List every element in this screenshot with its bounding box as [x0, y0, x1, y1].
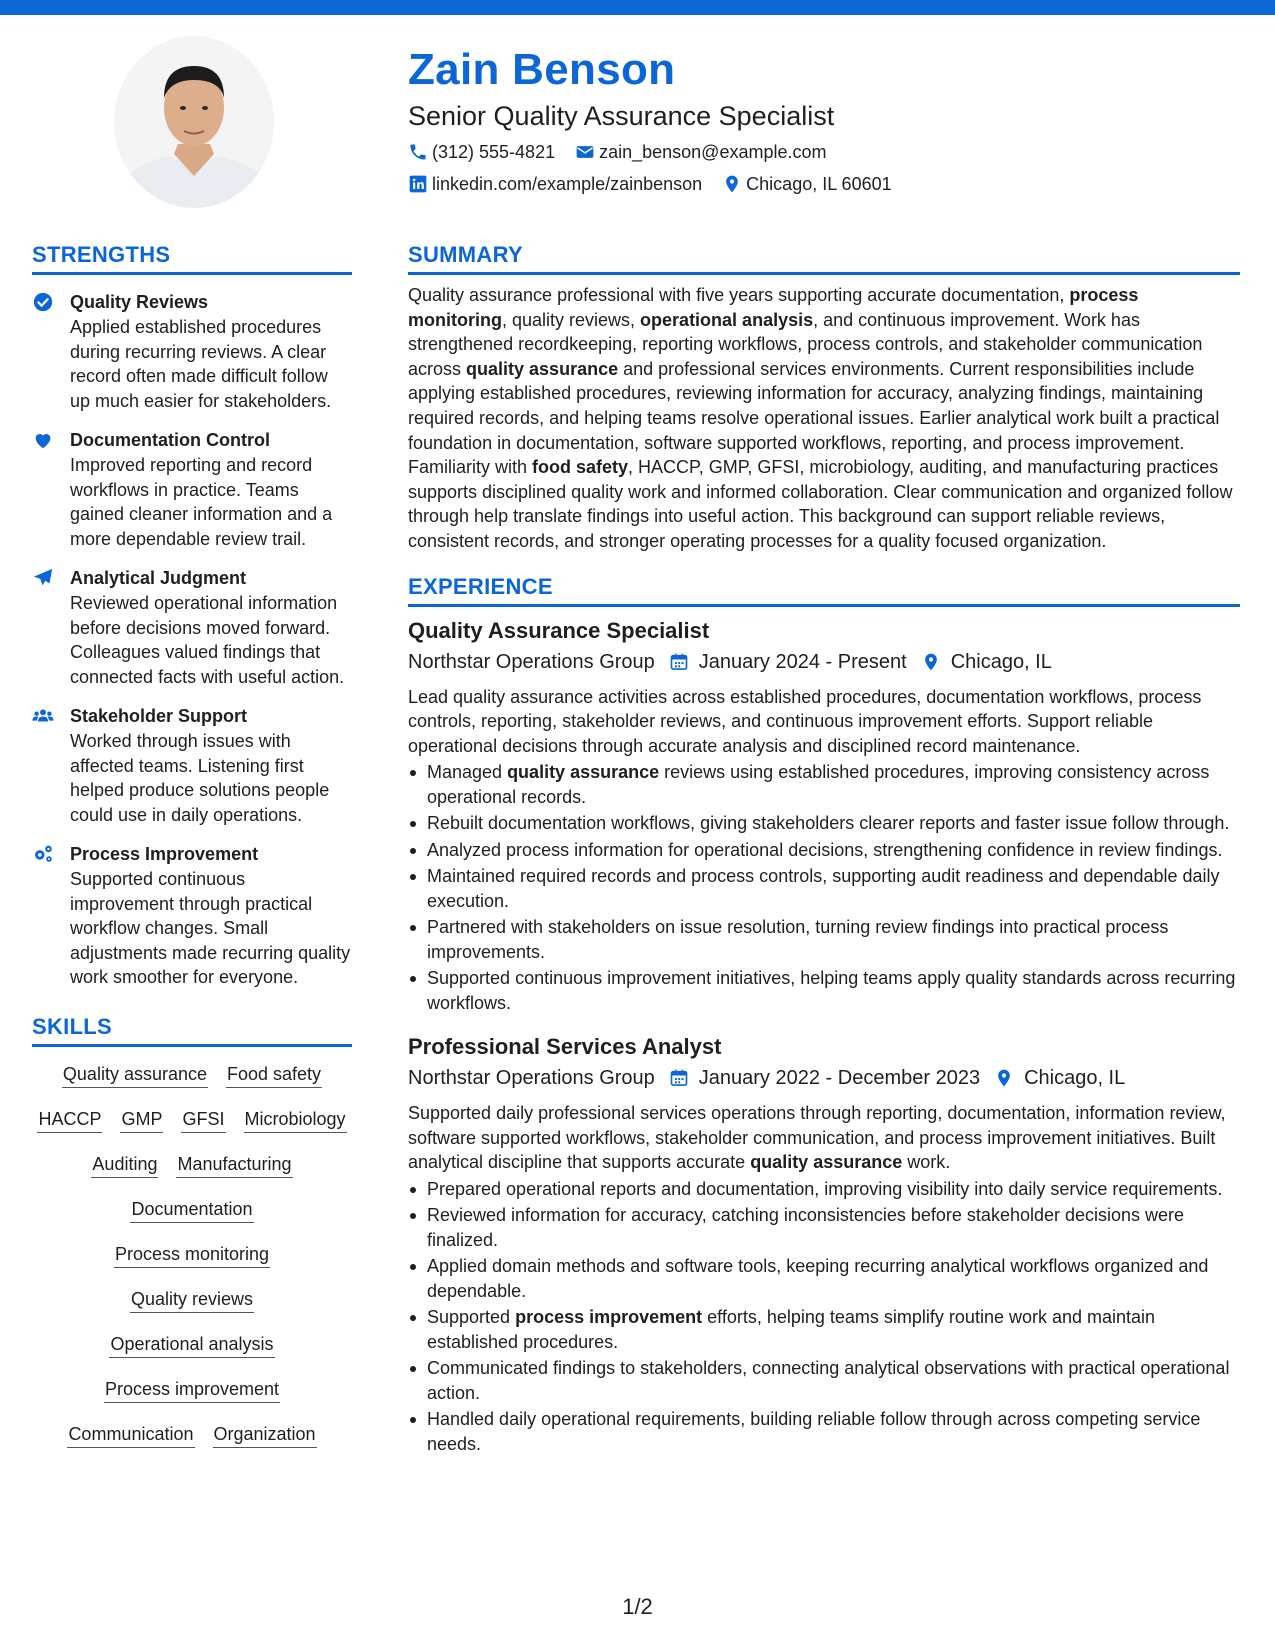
- job-location: [994, 1063, 1125, 1093]
- bullet-item: [408, 1356, 1240, 1405]
- skill-tag: Food safety: [226, 1061, 322, 1088]
- skill-row: [32, 1061, 352, 1106]
- map-pin-icon: [994, 1068, 1014, 1088]
- strength-item: [32, 841, 352, 990]
- skill-row: [32, 1196, 352, 1241]
- bullet-item: [408, 1305, 1240, 1354]
- bullet-item: [408, 1203, 1240, 1252]
- bullet-item: [408, 1177, 1240, 1202]
- left-column: [32, 238, 352, 1466]
- job-bullets: [408, 760, 1240, 1015]
- skill-tag: Operational analysis: [109, 1331, 274, 1358]
- bold-keyword: quality assurance: [466, 358, 619, 379]
- experience-list: [408, 615, 1240, 1457]
- skill-tag: Quality assurance: [62, 1061, 208, 1088]
- phone-text: (312) 555-4821: [432, 142, 556, 162]
- top-accent-bar: [0, 0, 1275, 15]
- text-run: Applied domain methods and software tools, keeping recurring analytical workflows organized and dependable.: [427, 1256, 1209, 1301]
- text-run: Communicated findings to stakeholders, connecting analytical observations with practical operational action.: [427, 1358, 1230, 1403]
- contact-linkedin[interactable]: [408, 172, 702, 196]
- bullet-item: [408, 1407, 1240, 1456]
- strength-desc: Supported continuous improvement through practical workflow changes. Small adjustments made recurring quality work smoother for everyone.: [70, 869, 351, 987]
- job-entry: [408, 615, 1240, 1016]
- skill-tag: GMP: [120, 1106, 163, 1133]
- strength-item: [32, 289, 352, 413]
- bullet-item: [408, 915, 1240, 964]
- job-description: [408, 1101, 1240, 1175]
- contact-row-2: [408, 172, 1238, 196]
- job-location-text: Chicago, IL: [1024, 1067, 1126, 1090]
- bullet-item: [408, 864, 1240, 913]
- job-dates-text: January 2024 - Present: [698, 650, 907, 673]
- phone-icon: [408, 142, 428, 162]
- text-run: Prepared operational reports and documentation, improving visibility into daily service requirements.: [427, 1178, 1223, 1199]
- text-run: Partnered with stakeholders on issue resolution, turning review findings into practical process improvements.: [427, 917, 1169, 962]
- text-run: Supported daily professional services operations through reporting, documentation, information review, software supported workflows, stakeholder communication, and process improvement initiatives. Built analytical discipline that supports accurate: [408, 1103, 1226, 1173]
- candidate-title: Senior Quality Assurance Specialist: [408, 101, 835, 131]
- skills-heading: SKILLS: [32, 1010, 352, 1047]
- paper-plane-icon: [32, 567, 54, 589]
- skill-tag: Organization: [213, 1421, 317, 1448]
- bullet-item: [408, 811, 1240, 836]
- bold-keyword: quality assurance: [507, 762, 660, 783]
- text-run: reviews using established procedures, improving consistency across operational records.: [427, 762, 1210, 807]
- contact-location: [722, 172, 891, 196]
- job-location-text: Chicago, IL: [950, 650, 1052, 673]
- strength-desc: Improved reporting and record workflows in practice. Teams gained cleaner information and a more dependable review trail.: [70, 455, 333, 549]
- heart-icon: [32, 429, 54, 451]
- text-run: Analyzed process information for operational decisions, strengthening confidence in review findings.: [427, 839, 1223, 860]
- right-column: [408, 238, 1240, 1457]
- skill-tag: HACCP: [37, 1106, 102, 1133]
- linkedin-text: linkedin.com/example/zainbenson: [432, 174, 703, 194]
- linkedin-icon: [408, 174, 428, 194]
- skill-tag: Manufacturing: [176, 1151, 292, 1178]
- strength-title: Process Improvement: [70, 844, 259, 864]
- skills-list: [32, 1061, 352, 1466]
- experience-heading: EXPERIENCE: [408, 570, 1240, 607]
- skill-tag: Communication: [67, 1421, 194, 1448]
- email-text: zain_benson@example.com: [599, 142, 827, 162]
- users-icon: [32, 705, 54, 727]
- strengths-heading: STRENGTHS: [32, 238, 352, 275]
- summary-text: [408, 283, 1240, 554]
- map-pin-icon: [921, 652, 941, 672]
- job-dates: [669, 647, 907, 677]
- text-run: , HACCP, GMP, GFSI, microbiology, auditing, and manufacturing practices supports disciplined quality work and informed collaboration. Clear communication and organized follow through help translate findings into useful action. This background can support reliable reviews, consistent records, and stronger operating processes for a quality focused organization.: [408, 457, 1233, 551]
- job-title: Quality Assurance Specialist: [408, 617, 710, 643]
- skill-tag: GFSI: [181, 1106, 225, 1133]
- job-company: Northstar Operations Group: [408, 650, 655, 673]
- strength-title: Analytical Judgment: [70, 568, 247, 588]
- contact-email[interactable]: [575, 140, 826, 164]
- job-location: [921, 647, 1052, 677]
- skill-tag: Auditing: [91, 1151, 158, 1178]
- gears-icon: [32, 843, 54, 865]
- bold-keyword: process monitoring: [408, 285, 1139, 330]
- strength-title: Documentation Control: [70, 430, 270, 450]
- skill-row: [32, 1286, 352, 1331]
- skill-row: [32, 1151, 352, 1196]
- strength-desc: Worked through issues with affected teams. Listening first helped produce solutions people could use in daily operations.: [70, 731, 330, 825]
- text-run: work.: [902, 1152, 951, 1173]
- summary-heading: SUMMARY: [408, 238, 1240, 275]
- bold-keyword: quality assurance: [750, 1152, 903, 1173]
- contact-row-1: [408, 140, 1238, 164]
- bullet-item: [408, 760, 1240, 809]
- strength-title: Stakeholder Support: [70, 706, 248, 726]
- job-entry: [408, 1031, 1240, 1456]
- candidate-name: Zain Benson: [408, 45, 676, 94]
- text-run: Managed: [427, 762, 508, 783]
- profile-photo: [114, 36, 274, 208]
- skill-tag: Microbiology: [244, 1106, 347, 1133]
- job-meta: [408, 647, 1240, 677]
- bold-keyword: food safety: [532, 457, 629, 478]
- job-title: Professional Services Analyst: [408, 1034, 722, 1060]
- page-number: 1/2: [622, 1594, 653, 1619]
- job-dates-text: January 2022 - December 2023: [698, 1067, 981, 1090]
- location-text: Chicago, IL 60601: [746, 174, 892, 194]
- bullet-item: [408, 1254, 1240, 1303]
- portrait-image: [114, 36, 274, 208]
- strength-item: [32, 703, 352, 827]
- job-meta: [408, 1063, 1240, 1093]
- envelope-icon: [575, 142, 595, 162]
- text-run: Reviewed information for accuracy, catching inconsistencies before stakeholder decisions were finalized.: [427, 1205, 1185, 1250]
- text-run: efforts, helping teams simplify routine work and maintain established procedures.: [427, 1307, 1156, 1352]
- resume-header: [408, 42, 1238, 196]
- bold-keyword: process improvement: [515, 1307, 703, 1328]
- skill-tag: Process improvement: [104, 1376, 280, 1403]
- calendar-icon: [669, 652, 689, 672]
- map-pin-icon: [722, 174, 742, 194]
- contact-phone[interactable]: [408, 140, 555, 164]
- skill-row: [32, 1106, 352, 1151]
- text-run: Supported continuous improvement initiatives, helping teams apply quality standards across recurring workflows.: [427, 968, 1236, 1013]
- strength-desc: Reviewed operational information before decisions moved forward. Colleagues valued findings that connected facts with useful action.: [70, 593, 345, 687]
- strength-item: [32, 427, 352, 551]
- bullet-item: [408, 966, 1240, 1015]
- text-run: and professional services environments. Current responsibilities include applying established procedures, reviewing information for accuracy, analyzing findings, maintaining required records, and helping teams resolve operational issues. Earlier analytical work built a practical foundation in documentation, software supported workflows, reporting, and process improvement. Familiarity with: [408, 358, 1220, 478]
- skill-row: [32, 1421, 352, 1466]
- job-bullets: [408, 1177, 1240, 1457]
- text-run: Lead quality assurance activities across established procedures, documentation workflows, process controls, reporting, stakeholder reviews, and continuous improvement efforts. Support reliable operational decisions through accurate analysis and disciplined record maintenance.: [408, 686, 1202, 756]
- skill-row: [32, 1331, 352, 1376]
- strength-desc: Applied established procedures during recurring reviews. A clear record often made difficult follow up much easier for stakeholders.: [70, 317, 332, 411]
- check-circle-icon: [32, 291, 54, 313]
- strength-item: [32, 565, 352, 689]
- skill-tag: Process monitoring: [114, 1241, 270, 1268]
- skill-tag: Documentation: [130, 1196, 253, 1223]
- text-run: , and continuous improvement. Work has strengthened recordkeeping, reporting workflows, process controls, and stakeholder communication across: [408, 309, 1203, 379]
- text-run: Quality assurance professional with five years supporting accurate documentation,: [408, 285, 1070, 305]
- job-description: [408, 685, 1240, 759]
- job-dates: [669, 1063, 980, 1093]
- strength-title: Quality Reviews: [70, 292, 209, 312]
- job-company: Northstar Operations Group: [408, 1067, 655, 1090]
- bold-keyword: operational analysis: [640, 309, 814, 330]
- text-run: Supported: [427, 1307, 516, 1328]
- skill-row: [32, 1376, 352, 1421]
- text-run: Maintained required records and process controls, supporting audit readiness and dependable daily execution.: [427, 866, 1220, 911]
- text-run: Handled daily operational requirements, building reliable follow through across competing service needs.: [427, 1409, 1201, 1454]
- bullet-item: [408, 838, 1240, 863]
- text-run: Rebuilt documentation workflows, giving stakeholders clearer reports and faster issue follow through.: [427, 813, 1230, 834]
- skill-row: [32, 1241, 352, 1286]
- calendar-icon: [669, 1068, 689, 1088]
- text-run: , quality reviews,: [501, 309, 641, 330]
- skill-tag: Quality reviews: [130, 1286, 254, 1313]
